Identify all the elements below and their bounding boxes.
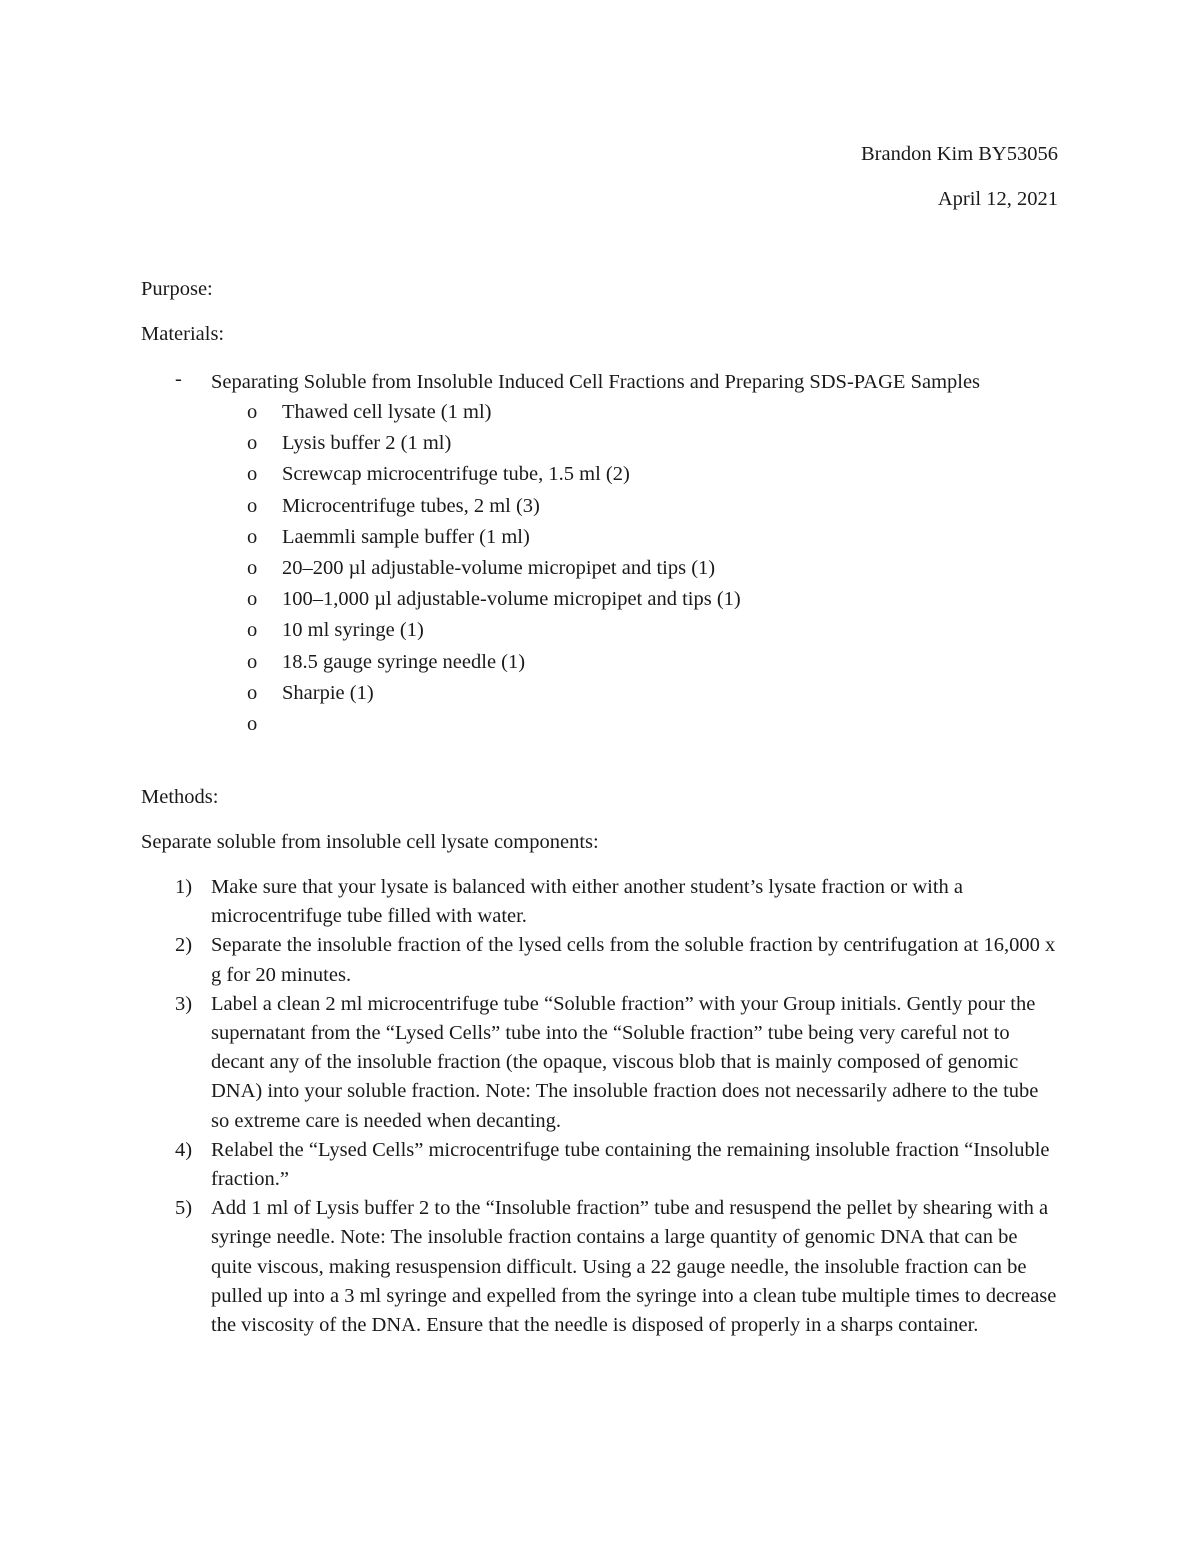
purpose-heading: Purpose: — [141, 278, 213, 300]
step-number: 5) — [175, 1197, 193, 1220]
method-step — [141, 990, 1061, 1136]
step-text: Relabel the “Lysed Cells” microcentrifuge tube containing the remaining insoluble fraction “Insoluble fraction.” — [211, 1138, 1050, 1191]
materials-group — [141, 368, 1061, 740]
step-text: Add 1 ml of Lysis buffer 2 to the “Insoluble fraction” tube and resuspend the pellet by shearing with a syringe needle. Note: The insoluble fraction contains a large quantity of genomic DNA that can be quite viscous, making resuspension difficult. Using a 22 gauge needle, the insoluble fraction can be pulled up into a 3 ml syringe and expelled from the syringe into a clean tube multiple times to decrease the viscosity of the DNA. Ensure that the needle is disposed of properly in a sharps container. — [211, 1197, 1057, 1337]
material-item-text: 20–200 µl adjustable-volume micropipet and tips (1) — [282, 556, 716, 579]
step-number: 3) — [175, 992, 193, 1015]
list-item — [211, 397, 1061, 428]
bullet-marker: o — [247, 463, 258, 486]
author-line: Brandon Kim BY53056 — [860, 143, 1058, 165]
material-item-text: Laemmli sample buffer (1 ml) — [282, 525, 530, 548]
date-line: April 12, 2021 — [937, 188, 1058, 210]
list-item — [211, 522, 1061, 553]
bullet-marker: o — [247, 650, 258, 673]
bullet-marker: o — [247, 432, 258, 455]
material-item-text: 10 ml syringe (1) — [282, 619, 424, 642]
material-item-text: Lysis buffer 2 (1 ml) — [282, 432, 452, 455]
list-item — [211, 678, 1061, 709]
bullet-marker: o — [247, 525, 258, 548]
methods-subheading: Separate soluble from insoluble cell lysate components: — [141, 831, 599, 853]
bullet-marker: o — [247, 681, 258, 704]
material-item-text: Screwcap microcentrifuge tube, 1.5 ml (2) — [282, 463, 630, 486]
method-step — [141, 873, 1061, 931]
method-step — [141, 931, 1061, 989]
materials-sub-list — [211, 397, 1061, 740]
step-number: 1) — [175, 876, 193, 898]
step-number: 2) — [175, 934, 193, 957]
method-step — [141, 1136, 1061, 1194]
method-step — [141, 1194, 1061, 1340]
bullet-marker: o — [247, 401, 258, 423]
bullet-marker: o — [247, 712, 258, 735]
list-item — [211, 553, 1061, 584]
materials-heading: Materials: — [141, 323, 225, 345]
bullet-marker: o — [247, 619, 258, 642]
material-item-text: 100–1,000 µl adjustable-volume micropipet and tips (1) — [282, 588, 741, 611]
list-item — [211, 584, 1061, 615]
list-item — [211, 647, 1061, 678]
bullet-marker: o — [247, 556, 258, 579]
list-item — [211, 615, 1061, 646]
list-item — [211, 428, 1061, 459]
materials-group-title: Separating Soluble from Insoluble Induced Cell Fractions and Preparing SDS-PAGE Samples — [211, 371, 981, 393]
step-text: Label a clean 2 ml microcentrifuge tube “Soluble fraction” with your Group initials. Gently pour the supernatant from the “Lysed Cells” tube into the “Soluble fraction” tube being very careful not to decant any of the insoluble fraction (the opaque, viscous blob that is mainly composed of genomic DNA) into your soluble fraction. Note: The insoluble fraction does not necessarily adhere to the tube so extreme care is needed when decanting. — [211, 992, 1039, 1132]
material-item-text: Microcentrifuge tubes, 2 ml (3) — [282, 494, 540, 517]
step-text: Separate the insoluble fraction of the lysed cells from the soluble fraction by centrifugation at 16,000 x g for 20 minutes. — [211, 934, 1056, 986]
list-item — [211, 709, 1061, 740]
step-number: 4) — [175, 1138, 193, 1161]
methods-heading: Methods: — [141, 786, 219, 808]
bullet-marker: o — [247, 494, 258, 517]
materials-list — [141, 368, 1061, 740]
list-item — [211, 491, 1061, 522]
material-item-text: Sharpie (1) — [282, 681, 374, 704]
methods-steps — [141, 873, 1061, 1340]
bullet-marker: o — [247, 588, 258, 611]
dash-marker: - — [175, 368, 182, 390]
step-text: Make sure that your lysate is balanced with either another student’s lysate fraction or with a microcentrifuge tube filled with water. — [211, 876, 964, 928]
list-item — [211, 459, 1061, 490]
material-item-text: Thawed cell lysate (1 ml) — [282, 401, 492, 423]
material-item-text: 18.5 gauge syringe needle (1) — [282, 650, 526, 673]
